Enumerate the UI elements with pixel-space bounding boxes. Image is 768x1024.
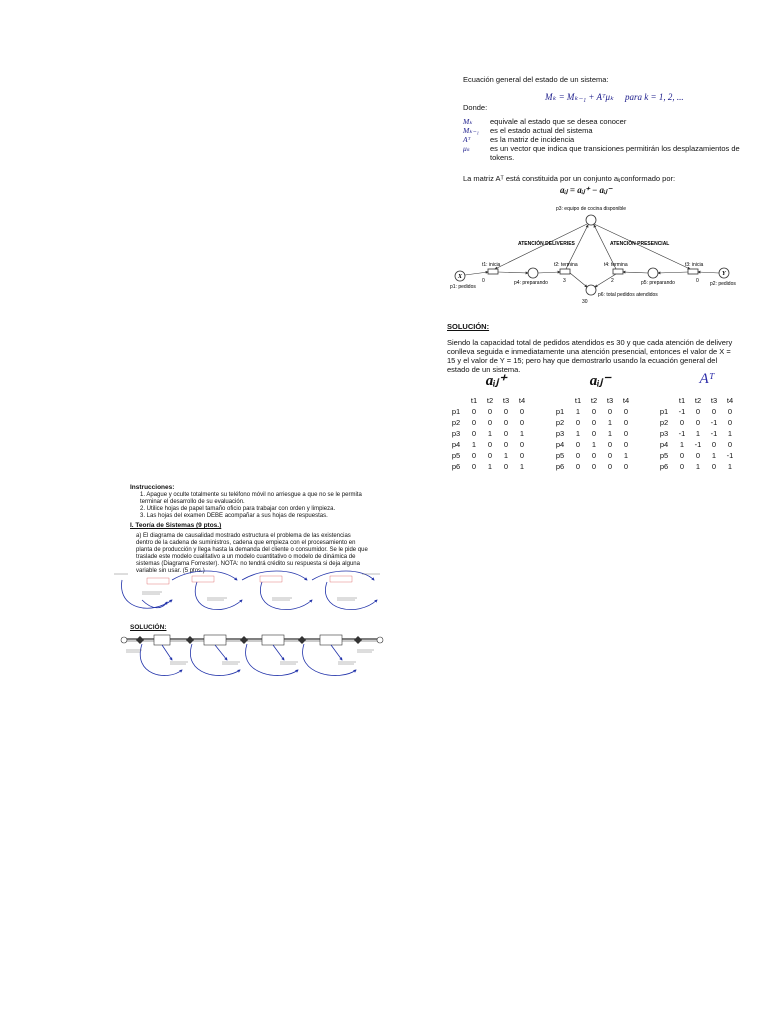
- definition-row: [463, 135, 763, 144]
- table-row: p3 -1 1 -1 1: [659, 429, 733, 438]
- definition-symbol: Mₖ₋₁: [463, 126, 480, 135]
- matrix-minus-table: t1 t2 t3 t4 p1 1 0 0 0 p2 0 0 1 0 p3 1 0 1 0 p4 0 1 0 0 p5 0 0 0 1 p6 0 0 0 0: [550, 395, 634, 472]
- table-row: p2 0 0 -1 0: [659, 418, 733, 427]
- matrix-plus-table: t1 t2 t3 t4 p1 0 0 0 0 p2 0 0 0 0 p3 0 1 0 1 p4 1 0 0 0 p5 0 0 1 0 p6 0 1 0 1: [446, 395, 530, 472]
- causal-loop-diagram: [112, 570, 387, 620]
- definition-symbol: μₖ: [463, 144, 470, 153]
- table-row: p2 0 0 0 0: [451, 418, 525, 427]
- matrix-note: La matriz Aᵀ está constituida por un conjunto aᵢⱼconformado por:: [463, 174, 676, 183]
- matrix-plus: [446, 371, 546, 472]
- table-row: p5 0 0 1 0: [451, 451, 525, 460]
- table-row: p4 1 -1 0 0: [659, 440, 733, 449]
- matrix-at: [654, 371, 760, 472]
- count-2: 2: [611, 278, 614, 284]
- transition-t3: [688, 269, 698, 274]
- list-item: 3. Las hojas del examen DEBE acompañar a sus hojas de respuestas.: [140, 513, 328, 519]
- definition-row: [463, 126, 763, 135]
- label-p4: p4: preparando: [514, 280, 548, 286]
- table-row: p4 1 0 0 0: [451, 440, 525, 449]
- transition-t4: [613, 269, 623, 274]
- matrix-equation: aᵢⱼ = aᵢⱼ⁺ − aᵢⱼ⁻: [560, 185, 612, 195]
- definition-text: es un vector que indica que transiciones permitirán los desplazamientos de tokens.: [490, 144, 740, 162]
- label-p6: p6: total pedidos atendidos: [598, 292, 658, 298]
- token-y: Y: [722, 271, 726, 277]
- count-0a: 0: [482, 278, 485, 284]
- definitions-list: [463, 117, 763, 162]
- table-row: p1 1 0 0 0: [555, 407, 629, 416]
- state-equation: Mₖ = Mₖ₋₁ + Aᵀμₖ: [545, 92, 614, 102]
- label-p3: p3: equipo de cocina disponible: [555, 206, 627, 212]
- place-p6: [586, 285, 596, 295]
- definition-row: [463, 144, 763, 162]
- label-right-title: ATENCIÓN PRESENCIAL: [610, 241, 670, 247]
- definition-text: es la matriz de incidencia: [490, 135, 575, 144]
- table-row: p6 0 0 0 0: [555, 462, 629, 471]
- list-item: 1. Apague y oculte totalmente su teléfono móvil no arriesgue a que no se le permita terminar el desarrollo de su evaluación.: [140, 492, 362, 505]
- table-row: p1 -1 0 0 0: [659, 407, 733, 416]
- definition-symbol: Mₖ: [463, 117, 473, 126]
- list-item: 2. Utilice hojas de papel tamaño oficio para trabajar con orden y limpieza.: [140, 506, 336, 512]
- matrix-at-table: t1 t2 t3 t4 p1 -1 0 0 0 p2 0 0 -1 0 p3 -1 1 -1 1 p4 1 -1 0 0 p5 0 0 1 -1 p6 0 1 0 1: [654, 395, 738, 472]
- solucion-text: Siendo la capacidad total de pedidos atendidos es 30 y que cada atención de delivery conlleva seguida e inmediatamente una atención presencial, entonces el valor de X = 15 y el valor de Y = 15; pero hay que demostrarlo usando la ecuación general del estado de un sistema.: [447, 338, 733, 374]
- item-a-text: a) El diagrama de causalidad mostrado estructura el problema de las existencias dentro de la cadena de suministros, cadena que empieza con el procesamiento en planta de producción y llega hasta la demanda del cliente o consumidor. Se le pide que traslade este modelo cualitativo a un modelo cuantitativo o modelo de dinámica de sistemas (Diagrama Forrester). NOTA: no tendrá crédito su respuesta si deja alguna variable sin usar. (5 ptos.): [136, 533, 368, 574]
- matrices-block: [446, 371, 760, 472]
- count-30: 30: [582, 299, 588, 305]
- definition-row: [463, 117, 763, 126]
- label-t2: t2: termina: [554, 262, 578, 268]
- count-0b: 0: [696, 278, 699, 284]
- token-x: X: [458, 274, 463, 280]
- bottom-solucion-title: SOLUCIÓN:: [130, 624, 167, 631]
- definition-text: es el estado actual del sistema: [490, 126, 593, 135]
- label-t4: t4: termina: [604, 262, 628, 268]
- label-p1: p1: pedidos: [450, 284, 476, 290]
- table-row: p2 0 0 1 0: [555, 418, 629, 427]
- definition-symbol: Aᵀ: [463, 135, 471, 144]
- table-row: p6 0 1 0 1: [451, 462, 525, 471]
- equation-intro: Ecuación general del estado de un sistema:: [463, 75, 609, 84]
- matrix-minus: [550, 371, 650, 472]
- label-left-title: ATENCIÓN DELIVERIES: [518, 241, 575, 247]
- petri-net-diagram: [448, 200, 748, 305]
- equation-range: para k = 1, 2, ...: [625, 92, 684, 102]
- label-p2: p2: pedidos: [710, 281, 736, 287]
- matrix-plus-title: aᵢⱼ⁺: [485, 373, 507, 389]
- table-row: p1 0 0 0 0: [451, 407, 525, 416]
- transition-t1: [488, 269, 498, 274]
- table-row: p3 1 0 1 0: [555, 429, 629, 438]
- definition-text: equivale al estado que se desea conocer: [490, 117, 627, 126]
- label-p5: p5: preparando: [641, 280, 675, 286]
- solucion-title: SOLUCIÓN:: [447, 322, 490, 331]
- label-t3: t3: inicia: [685, 262, 704, 268]
- forrester-diagram: [112, 630, 387, 685]
- matrix-minus-title: aᵢⱼ⁻: [589, 373, 611, 389]
- instructions-title: Instrucciones:: [130, 484, 175, 491]
- matrix-at-title: Aᵀ: [699, 371, 715, 387]
- table-row: p5 0 0 1 -1: [659, 451, 734, 460]
- transition-t2: [560, 269, 570, 274]
- table-row: p5 0 0 0 1: [555, 451, 629, 460]
- label-t1: t1: inicia: [482, 262, 501, 268]
- place-p3: [586, 215, 596, 225]
- table-row: p3 0 1 0 1: [451, 429, 525, 438]
- table-row: p4 0 1 0 0: [555, 440, 629, 449]
- table-row: p6 0 1 0 1: [659, 462, 733, 471]
- count-3: 3: [563, 278, 566, 284]
- instructions-list: [140, 492, 370, 520]
- donde-label: Donde:: [463, 103, 488, 112]
- section-heading: I. Teoría de Sistemas (9 ptos.): [130, 522, 222, 529]
- place-p5: [648, 268, 658, 278]
- place-p4: [528, 268, 538, 278]
